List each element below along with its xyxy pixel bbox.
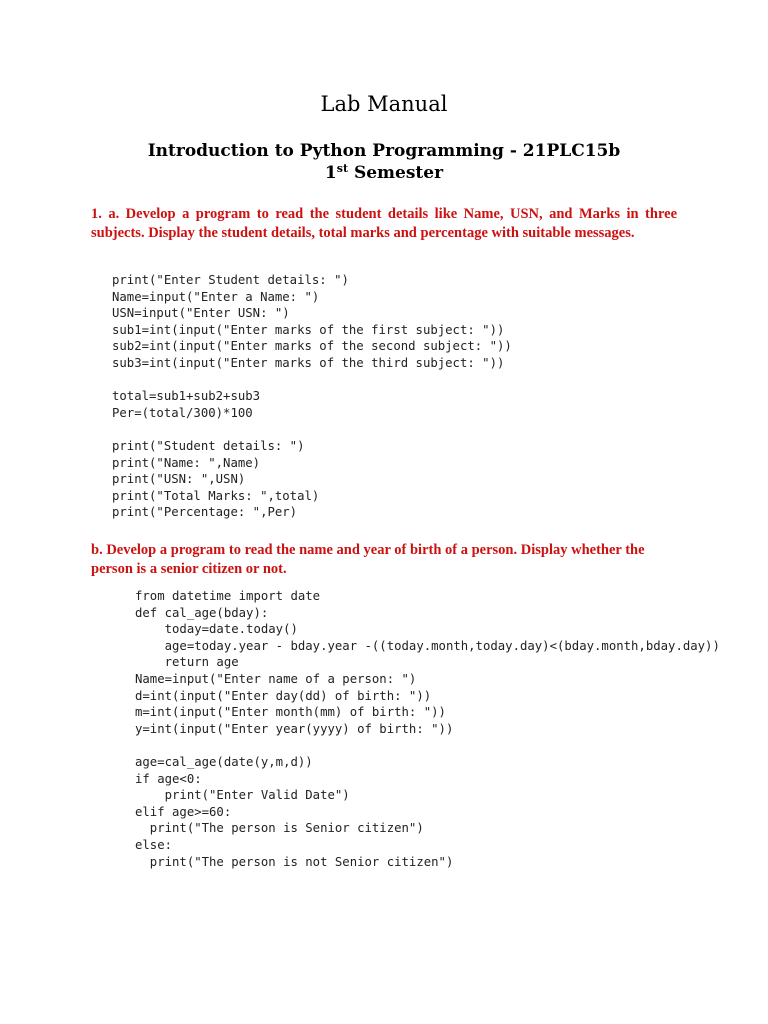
code-line: sub3=int(input("Enter marks of the third subject: ")) (112, 355, 505, 370)
code-line: m=int(input("Enter month(mm) of birth: ")) (135, 705, 446, 720)
code-line: Per=(total/300)*100 (112, 405, 253, 420)
code-line: print("USN: ",USN) (112, 472, 246, 487)
code-line: sub2=int(input("Enter marks of the second subject: ")) (112, 339, 512, 354)
question-1a-text (91, 205, 677, 243)
course-title: Introduction to Python Programming - 21PLC15b (147, 141, 621, 161)
code-line (112, 421, 512, 438)
code-line: d=int(input("Enter day(dd) of birth: ")) (135, 688, 432, 703)
code-line: age=cal_age(date(y,m,d)) (135, 754, 313, 769)
code-line: y=int(input("Enter year(yyyy) of birth: ")) (135, 721, 454, 736)
question-1b-text (91, 541, 677, 579)
code-line: Name=input("Enter a Name: ") (112, 289, 320, 304)
code-line: def cal_age(bday): (135, 605, 269, 620)
code-line: print("The person is Senior citizen") (135, 821, 424, 836)
code-line: print("Name: ",Name) (112, 455, 261, 470)
code-line: print("Enter Valid Date") (135, 788, 350, 803)
code-line: Name=input("Enter name of a person: ") (135, 671, 417, 686)
code-line: age=today.year - bday.year -((today.month,today.day)<(bday.month,bday.day)) (135, 638, 720, 653)
code-line: total=sub1+sub2+sub3 (112, 389, 261, 404)
code-line: print("Enter Student details: ") (112, 273, 349, 287)
code-line: print("Student details: ") (112, 438, 305, 453)
code-line: sub1=int(input("Enter marks of the first subject: ")) (112, 322, 505, 337)
code-line: else: (135, 837, 173, 852)
code-line: print("Total Marks: ",total) (112, 488, 320, 503)
code-line: return age (135, 655, 239, 670)
semester-heading (0, 163, 768, 183)
code-line: print("The person is not Senior citizen") (135, 854, 454, 869)
code-line (112, 372, 512, 389)
code-line: today=date.today() (135, 622, 298, 637)
semester-number: 1 (324, 163, 337, 183)
semester-suffix: st (336, 162, 349, 175)
question-1a-label: 1. a. Develop a program to read the student details like Name, USN, and Marks in three subjects. Display the student details, total marks and percentage with suitable messages. (91, 206, 677, 241)
code-line: USN=input("Enter USN: ") (112, 306, 290, 321)
document-title: Lab Manual (320, 92, 448, 116)
code-line: from datetime import date (135, 589, 321, 603)
code-line (135, 737, 720, 754)
question-1a-code-block (112, 272, 512, 521)
question-1b-code-block (135, 588, 720, 870)
code-line: elif age>=60: (135, 804, 232, 819)
semester-word: Semester (348, 163, 444, 183)
question-1b-label: b. Develop a program to read the name and year of birth of a person. Display whether the person is a senior citizen or not. (91, 542, 645, 577)
code-line: if age<0: (135, 771, 202, 786)
code-line: print("Percentage: ",Per) (112, 505, 298, 520)
